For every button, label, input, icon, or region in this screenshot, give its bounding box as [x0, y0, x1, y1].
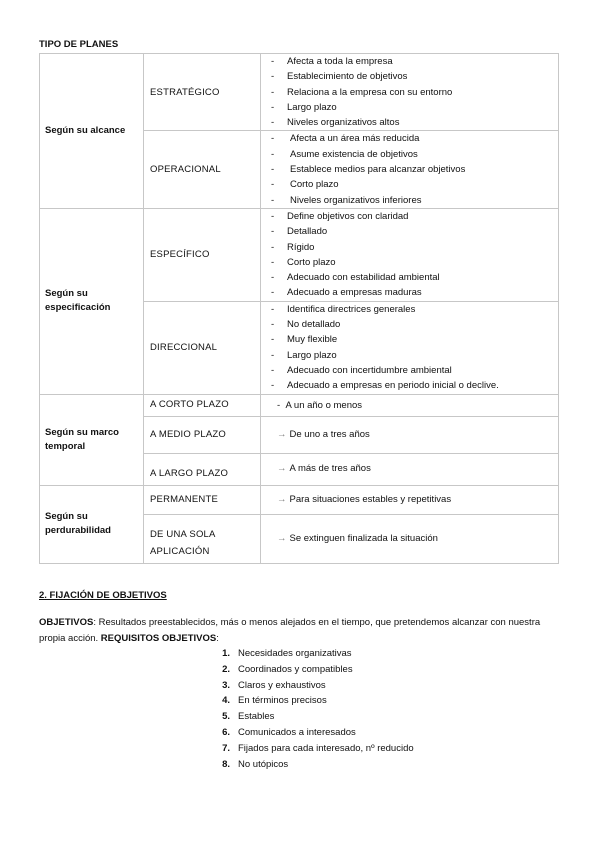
items-cell	[261, 208, 559, 301]
item-text: Para situaciones estables y repetitivas	[289, 493, 452, 505]
type-cell: PERMANENTE	[144, 485, 261, 514]
list-item: - Define objetivos con claridad	[267, 209, 558, 224]
list-item: - Niveles organizativos inferiores	[267, 193, 558, 208]
list-item: - No detallado	[267, 317, 558, 332]
item-text: Coordinados y compatibles	[238, 663, 353, 675]
type-cell: A LARGO PLAZO	[144, 453, 261, 485]
item-text: Se extinguen finalizada la situación	[289, 532, 438, 544]
item-number: 5.	[222, 711, 230, 723]
item-number: 2.	[222, 663, 230, 675]
list-item: - Largo plazo	[267, 348, 558, 363]
item-text: Necesidades organizativas	[238, 648, 352, 659]
list-item: - Detallado	[267, 224, 558, 239]
requisitos-list	[208, 646, 414, 772]
items-cell	[261, 131, 559, 208]
list-item: - Asume existencia de objetivos	[267, 147, 558, 162]
list-item: - Establecimiento de objetivos	[267, 69, 558, 84]
arrow-right-icon: →	[277, 493, 287, 505]
table-row	[40, 54, 559, 131]
item-text: A un año o menos	[285, 399, 363, 411]
type-cell: ESTRATÉGICO	[144, 54, 261, 131]
items-cell	[261, 54, 559, 131]
list-item	[267, 426, 558, 444]
item-text: Comunicados a interesados	[238, 726, 356, 738]
arrow-right-icon: →	[277, 463, 287, 475]
list-item	[208, 646, 414, 662]
category-cell: Según su especificación	[40, 208, 144, 394]
type-cell: A CORTO PLAZO	[144, 394, 261, 416]
list-item: - Adecuado con incertidumbre ambiental	[267, 363, 558, 378]
list-item: - Adecuado a empresas en periodo inicial o declive.	[267, 378, 558, 393]
arrow-right-icon: →	[277, 532, 287, 544]
items-cell	[261, 485, 559, 514]
section-title-fijacion-objetivos: 2. FIJACIÓN DE OBJETIVOS	[39, 590, 167, 601]
requisitos-colon: :	[216, 633, 219, 644]
list-item	[208, 741, 414, 757]
item-number: 1.	[222, 648, 230, 659]
item-text: A más de tres años	[289, 463, 371, 475]
list-item: - Relaciona a la empresa con su entorno	[267, 85, 558, 100]
type-cell: ESPECÍFICO	[144, 208, 261, 301]
item-text: Claros y exhaustivos	[238, 679, 326, 691]
list-item: - Adecuado a empresas maduras	[267, 285, 558, 300]
list-item: - Identifica directrices generales	[267, 302, 558, 317]
item-text: De uno a tres años	[289, 428, 370, 440]
table-row	[40, 485, 559, 514]
item-number: 7.	[222, 742, 230, 754]
list-item: - Afecta a un área más reducida	[267, 131, 558, 146]
list-item: - Muy flexible	[267, 332, 558, 347]
list-item	[208, 725, 414, 741]
item-number: 3.	[222, 679, 230, 691]
list-item: - Afecta a toda la empresa	[267, 54, 558, 69]
type-cell: DE UNA SOLA APLICACIÓN	[144, 514, 261, 563]
list-item	[267, 491, 558, 509]
list-item	[208, 693, 414, 709]
objetivos-text: : Resultados preestablecidos, más o menos alejados en el tiempo, que pretendemos alcanzar con nuestra propia acción.	[39, 617, 541, 644]
items-cell	[261, 301, 559, 394]
list-item: - Largo plazo	[267, 100, 558, 115]
list-item: - A un año o menos	[277, 399, 363, 411]
arrow-right-icon: →	[277, 428, 287, 440]
list-item	[208, 757, 414, 773]
items-cell	[261, 394, 559, 416]
list-item: - Adecuado con estabilidad ambiental	[267, 270, 558, 285]
item-text: Estables	[238, 711, 275, 723]
item-number: 8.	[222, 758, 230, 770]
list-item	[208, 662, 414, 678]
requisitos-label: REQUISITOS OBJETIVOS	[100, 633, 217, 644]
item-number: 4.	[222, 695, 230, 707]
objetivos-paragraph	[39, 615, 559, 647]
item-text: No utópicos	[238, 758, 289, 770]
list-item: - Corto plazo	[267, 255, 558, 270]
category-cell: Según su marco temporal	[40, 394, 144, 485]
category-cell: Según su alcance	[40, 54, 144, 209]
item-text: Fijados para cada interesado, nº reducido	[238, 742, 414, 754]
list-item: - Niveles organizativos altos	[267, 115, 558, 130]
list-item	[208, 678, 414, 694]
list-item: - Rígido	[267, 240, 558, 255]
objetivos-label: OBJETIVOS	[39, 617, 94, 628]
list-item: - Establece medios para alcanzar objetivos	[267, 162, 558, 177]
type-cell: DIRECCIONAL	[144, 301, 261, 394]
category-cell: Según su perdurabilidad	[40, 485, 144, 563]
items-cell	[261, 416, 559, 453]
section-title-tipo-de-planes: TIPO DE PLANES	[39, 39, 119, 50]
item-text: En términos precisos	[238, 695, 327, 707]
type-cell: A MEDIO PLAZO	[144, 416, 261, 453]
list-item	[267, 460, 558, 478]
items-cell	[261, 514, 559, 563]
list-item: - Corto plazo	[267, 177, 558, 192]
table-row	[40, 394, 559, 416]
items-cell	[261, 453, 559, 485]
table-row	[40, 208, 559, 301]
list-item	[208, 709, 414, 725]
type-cell: OPERACIONAL	[144, 131, 261, 208]
list-item	[267, 530, 558, 548]
item-number: 6.	[222, 726, 230, 738]
plans-table	[39, 53, 559, 564]
